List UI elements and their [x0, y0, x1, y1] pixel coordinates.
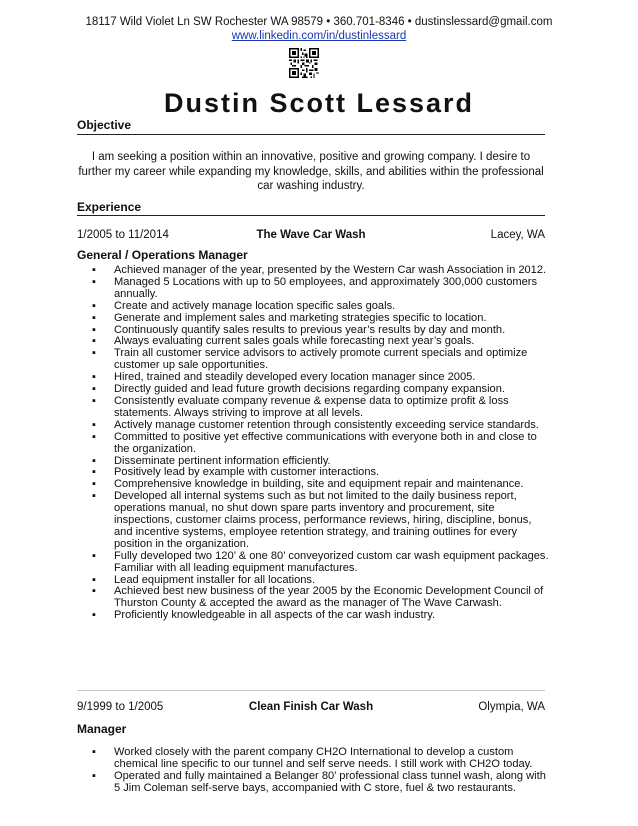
bullet-item: ▪ Fully developed two 120’ & one 80’ conveyorized custom car wash equipment packages. Familiar with all leading equipment manufactures. [92, 551, 552, 575]
job-1-bullet-list [92, 265, 552, 622]
bullet-item: ▪ Operated and fully maintained a Belanger 80’ professional class tunnel wash, along with 5 Jim Coleman self-serve bays, accompanied with C store, fuel & two restaurants. [92, 771, 552, 795]
objective-heading: Objective [77, 118, 132, 132]
bullet-item: ▪ Create and actively manage location specific sales goals. [92, 301, 552, 313]
job-2-dates: 9/1999 to 1/2005 [77, 701, 164, 713]
job-1-title: General / Operations Manager [77, 248, 248, 262]
bullet-item: ▪ Consistently evaluate company revenue & expense data to optimize profit & loss statements. Always striving to improve at all levels. [92, 396, 552, 420]
bullet-item: ▪ Generate and implement sales and marketing strategies specific to location. [92, 313, 552, 325]
bullet-item: ▪ Developed all internal systems such as but not limited to the daily business report, operations manual, no shut down spare parts inventory and procurement, site inspections, customer claims process, performance reviews, hiring, discipline, bonus, and incentive systems, employee retention strategy, and training outlines for every position in the organization. [92, 491, 552, 551]
contact-line: 18117 Wild Violet Ln SW Rochester WA 98579 • 360.701-8346 • dustinslessard@gmail.com [85, 16, 553, 28]
bullet-item: ▪ Directly guided and lead future growth decisions regarding company expansion. [92, 384, 552, 396]
job-divider [77, 690, 545, 691]
contact-header [0, 15, 638, 43]
experience-divider [77, 215, 545, 216]
bullet-item: ▪ Actively manage customer retention through consistently exceeding service standards. [92, 420, 552, 432]
bullet-item: ▪ Managed 5 Locations with up to 50 employees, and approximately 300,000 customers annually. [92, 277, 552, 301]
bullet-item: ▪ Achieved manager of the year, presented by the Western Car wash Association in 2012. [92, 265, 552, 277]
job-1-dates: 1/2005 to 11/2014 [77, 229, 169, 241]
job-2-header [77, 701, 545, 717]
qr-code-icon [289, 48, 319, 78]
bullet-item: ▪ Lead equipment installer for all locations. [92, 575, 552, 587]
job-1-header [77, 229, 545, 245]
job-2-title: Manager [77, 722, 127, 736]
job-1-company: The Wave Car Wash [256, 229, 366, 241]
objective-divider [77, 134, 545, 135]
bullet-item: ▪ Worked closely with the parent company CH2O International to develop a custom chemical line specific to our tunnel and self serve needs. I still work with CH2O today. [92, 747, 552, 771]
job-1-location: Lacey, WA [490, 229, 545, 241]
bullet-item: ▪ Always evaluating current sales goals while forecasting next year’s goals. [92, 336, 552, 348]
bullet-item: ▪ Proficiently knowledgeable in all aspects of the car wash industry. [92, 610, 552, 622]
name-clip [0, 82, 638, 120]
bullet-item: ▪ Train all customer service advisors to actively promote current specials and optimize customer up sale opportunities. [92, 348, 552, 372]
bullet-item: ▪ Committed to positive yet effective communications with everyone both in and close to the organization. [92, 432, 552, 456]
bullet-item: ▪ Hired, trained and steadily developed every location manager since 2005. [92, 372, 552, 384]
job-2-location: Olympia, WA [478, 701, 545, 713]
bullet-item: ▪ Achieved best new business of the year 2005 by the Economic Development Council of Thurston County & accepted the award as the manager of The Wave Carwash. [92, 586, 552, 610]
objective-text: I am seeking a position within an innovative, positive and growing company. I desire to further my career while expanding my knowledge, skills, and abilities within the professional car washing industry. [78, 151, 544, 192]
job-2-bullet-list [92, 747, 552, 795]
bullet-item: ▪ Positively lead by example with customer interactions. [92, 467, 552, 479]
job-2-company: Clean Finish Car Wash [248, 701, 374, 713]
bullet-item: ▪ Comprehensive knowledge in building, site and equipment repair and maintenance. [92, 479, 552, 491]
bullet-item: ▪ Disseminate pertinent information efficiently. [92, 456, 552, 468]
experience-heading: Experience [77, 200, 142, 214]
bullet-item: ▪ Continuously quantify sales results to previous year’s results by day and month. [92, 325, 552, 337]
candidate-name: Dustin Scott Lessard [163, 88, 475, 118]
linkedin-link[interactable]: www.linkedin.com/in/dustinlessard [231, 30, 407, 42]
